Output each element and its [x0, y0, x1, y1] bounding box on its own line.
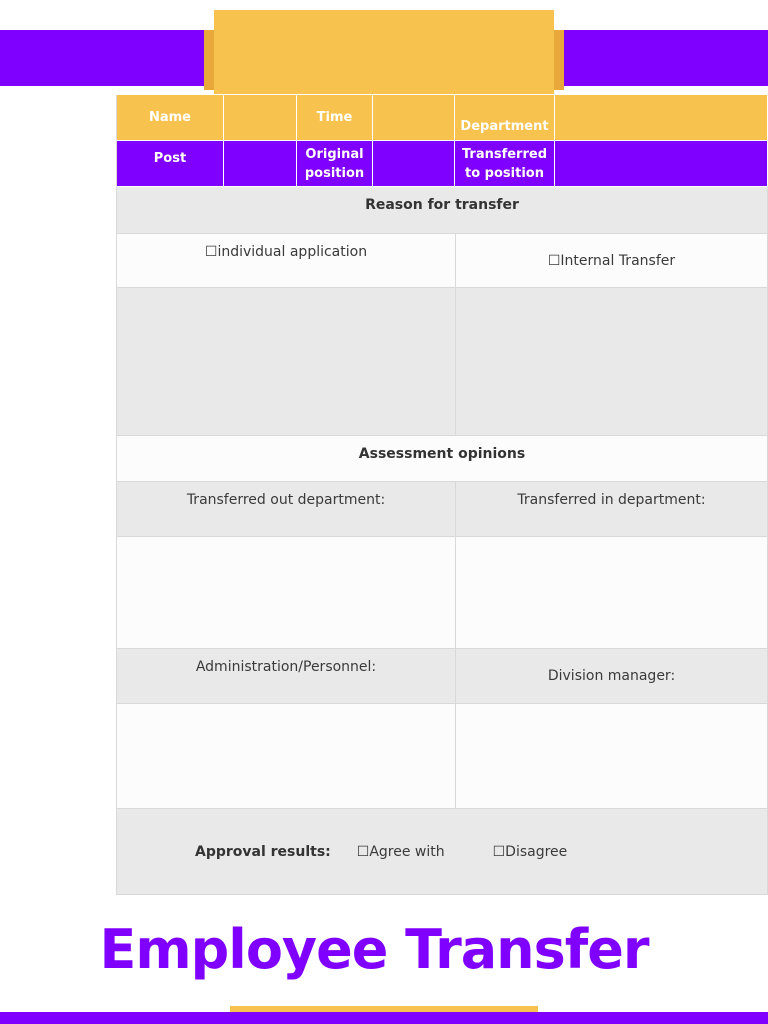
approval-label: Approval results: [195, 843, 331, 860]
name-field[interactable] [224, 95, 297, 141]
reason-details-left[interactable] [116, 288, 456, 436]
post-label: Post [116, 141, 224, 187]
ribbon-fold-right [554, 30, 564, 90]
admin-personnel-label: Administration/Personnel: [116, 649, 456, 704]
department-label: Department [455, 95, 555, 141]
admin-personnel-field[interactable] [116, 704, 456, 809]
individual-application-checkbox[interactable]: ☐individual application [116, 234, 456, 288]
out-department-field[interactable] [116, 537, 456, 649]
reason-title: Reason for transfer [116, 187, 768, 234]
reason-details-right[interactable] [456, 288, 768, 436]
reason-options-row [116, 234, 768, 288]
department-opinion-row [116, 482, 768, 537]
assessment-title: Assessment opinions [116, 436, 768, 482]
transferred-to-label: Transferred to position [455, 141, 555, 187]
approval-results [116, 809, 768, 895]
transferred-to-field[interactable] [555, 141, 768, 187]
disagree-checkbox[interactable]: ☐Disagree [492, 843, 568, 860]
approval-row [116, 809, 768, 895]
reason-details-row [116, 288, 768, 436]
management-opinion-row [116, 649, 768, 704]
name-label: Name [116, 95, 224, 141]
time-field[interactable] [373, 95, 455, 141]
original-position-label: Original position [297, 141, 373, 187]
agree-checkbox[interactable]: ☐Agree with [356, 843, 445, 860]
department-opinion-fields [116, 537, 768, 649]
in-department-label: Transferred in department: [456, 482, 768, 537]
header-row-1 [116, 95, 768, 141]
page-title-text: Employee Transfer [99, 918, 649, 981]
reason-title-row [116, 187, 768, 234]
division-manager-label: Division manager: [456, 649, 768, 704]
internal-transfer-checkbox[interactable]: ☐Internal Transfer [456, 234, 768, 288]
header-row-2 [116, 141, 768, 187]
department-field[interactable] [555, 95, 768, 141]
time-label: Time [297, 95, 373, 141]
management-opinion-fields [116, 704, 768, 809]
post-field[interactable] [224, 141, 297, 187]
transfer-form-table [116, 95, 768, 895]
original-position-field[interactable] [373, 141, 455, 187]
header-ribbon [214, 10, 554, 94]
bottom-purple-band [0, 1012, 768, 1024]
page-title [0, 918, 768, 981]
division-manager-field[interactable] [456, 704, 768, 809]
out-department-label: Transferred out department: [116, 482, 456, 537]
assessment-title-row [116, 436, 768, 482]
in-department-field[interactable] [456, 537, 768, 649]
ribbon-fold-left [204, 30, 214, 90]
